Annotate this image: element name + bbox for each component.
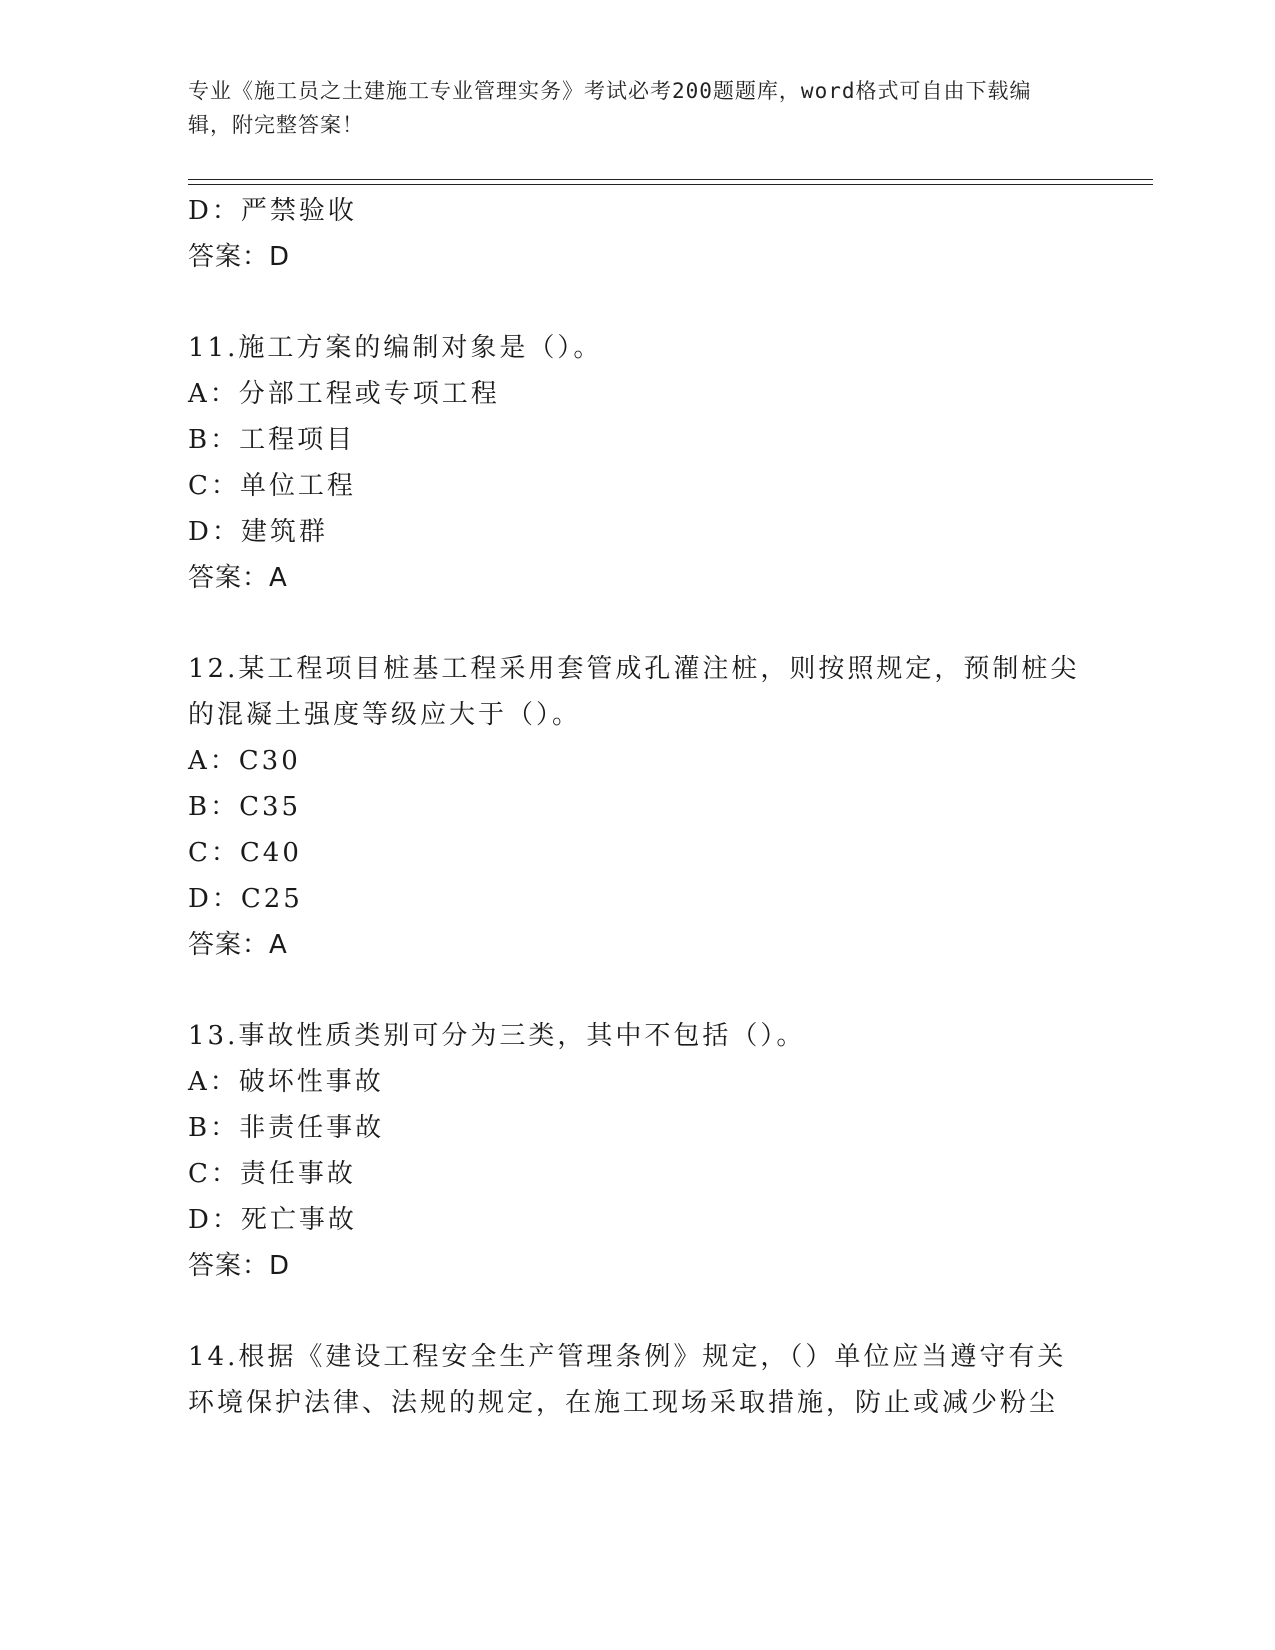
question-text-cont: 环境保护法律、法规的规定，在施工现场采取措施，防止或减少粉尘 <box>188 1388 1059 1418</box>
question-text: 11.施工方案的编制对象是（）。 <box>188 333 603 363</box>
option-d: D：死亡事故 <box>188 1205 357 1235</box>
spacer <box>188 1289 1088 1334</box>
question-content <box>188 188 1088 1426</box>
option-d: D：建筑群 <box>188 517 328 547</box>
option-c: C：C40 <box>188 838 302 868</box>
question-block-11 <box>188 325 1088 601</box>
option-c: C：单位工程 <box>188 471 356 501</box>
spacer <box>188 968 1088 1013</box>
option-b: B：工程项目 <box>188 425 356 455</box>
question-text: 12.某工程项目桩基工程采用套管成孔灌注桩，则按照规定，预制桩尖 <box>188 654 1080 684</box>
page-header: 专业《施工员之土建施工专业管理实务》考试必考200题题库，word格式可自由下载编辑，附完整答案！ <box>188 79 1032 137</box>
option-c: C：责任事故 <box>188 1159 356 1189</box>
spacer <box>188 280 1088 325</box>
question-block-12 <box>188 646 1088 968</box>
option-b: B：非责任事故 <box>188 1113 385 1143</box>
question-text: 14.根据《建设工程安全生产管理条例》规定，（）单位应当遵守有关 <box>188 1342 1067 1372</box>
prev-answer: 答案：D <box>188 242 291 272</box>
option-a: A：分部工程或专项工程 <box>188 379 500 409</box>
question-block-14 <box>188 1334 1088 1426</box>
option-d: D：C25 <box>188 884 303 914</box>
question-text-cont: 的混凝土强度等级应大于（）。 <box>188 700 582 730</box>
answer: 答案：D <box>188 1251 291 1281</box>
prev-option-d: D：严禁验收 <box>188 196 357 226</box>
answer: 答案：A <box>188 563 288 593</box>
option-a: A：C30 <box>188 746 301 776</box>
answer: 答案：A <box>188 930 288 960</box>
option-b: B：C35 <box>188 792 302 822</box>
option-a: A：破坏性事故 <box>188 1067 384 1097</box>
header-divider <box>188 179 1153 185</box>
question-text: 13.事故性质类别可分为三类，其中不包括（）。 <box>188 1021 806 1051</box>
spacer <box>188 601 1088 646</box>
question-block-13 <box>188 1013 1088 1289</box>
